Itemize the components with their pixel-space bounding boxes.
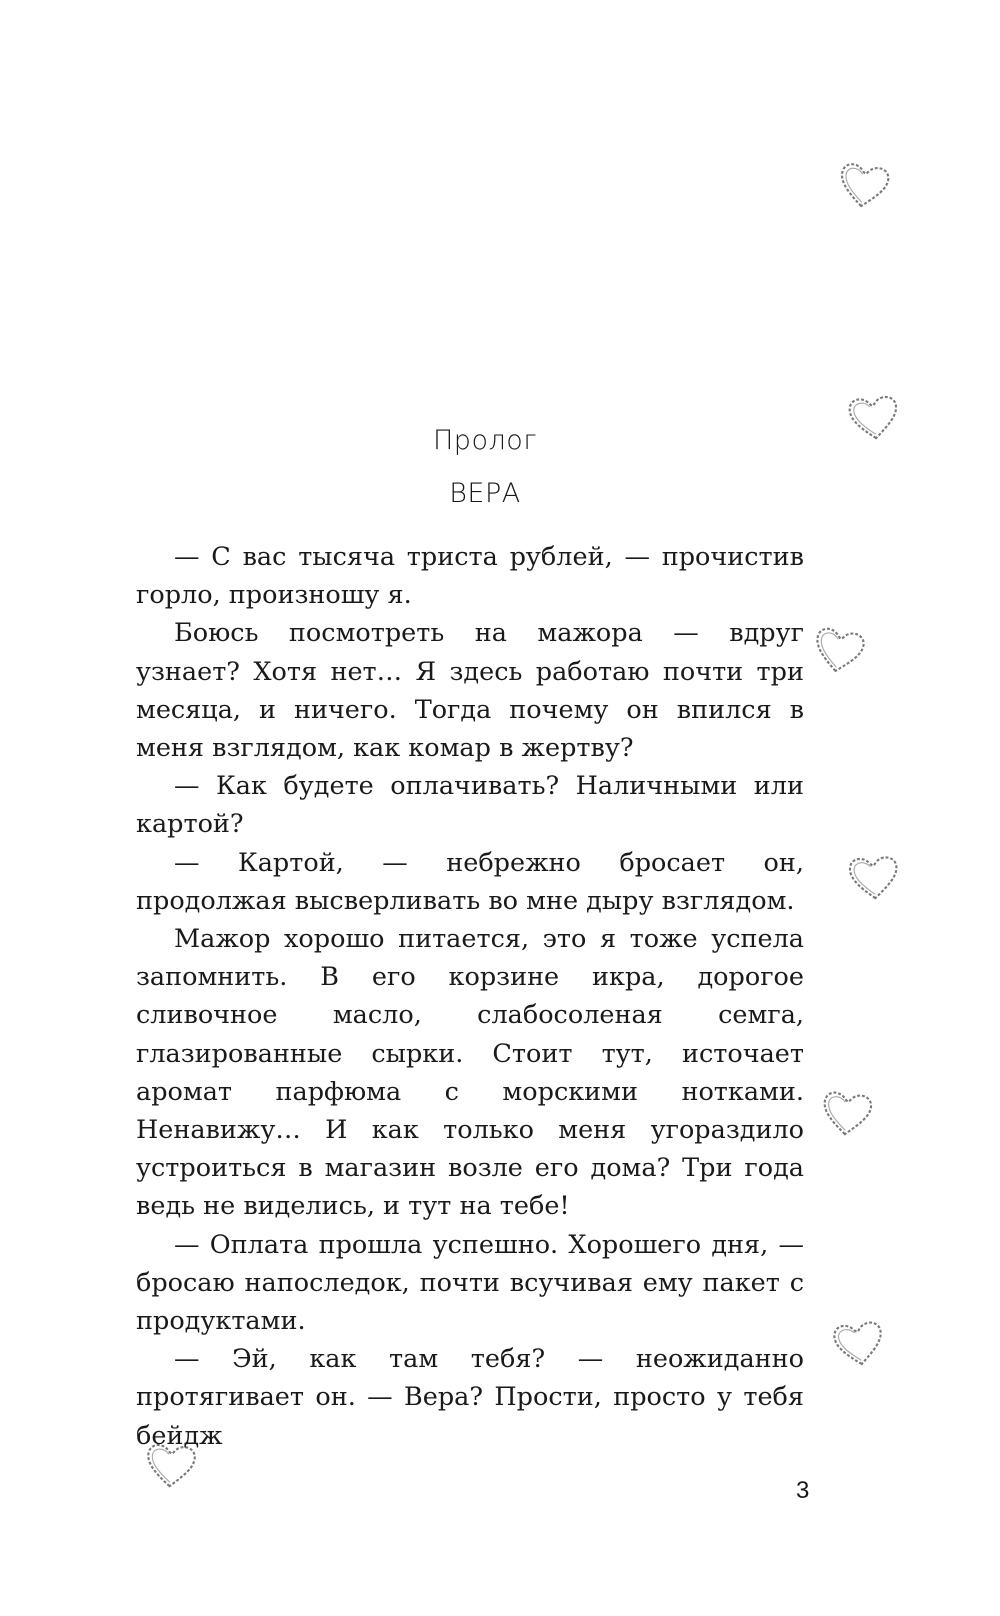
page-number: 3: [796, 1477, 810, 1504]
paragraph: — Эй, как там тебя? — неожиданно протягивает он. — Вера? Прости, просто у тебя бейдж: [136, 1344, 804, 1451]
heart-icon: [843, 850, 904, 906]
heart-icon: [827, 1314, 892, 1374]
paragraph: — Как будете оплачивать? Наличными или картой?: [136, 771, 804, 840]
paragraph: — С вас тысяча триста рублей, — прочистив горло, произношу я.: [136, 542, 804, 611]
heart-icon: [806, 620, 872, 681]
heart-icon: [815, 1085, 878, 1143]
paragraph: — Картой, — небрежно бросает он, продолжая высверливать во мне дыру взглядом.: [136, 847, 804, 916]
paragraph: — Оплата прошла успешно. Хорошего дня, — бросаю напоследок, почти всучивая ему пакет с продуктами.: [136, 1229, 804, 1337]
narrator-heading: ВЕРА: [449, 478, 521, 509]
paragraph: Мажор хорошо питается, это я тоже успела запомнить. В его корзине икра, дорогое сливочное масло, слабосоленая семга, глазированные сырки. Стоит тут, источает аромат парфюма с морскими нотками. Ненавижу… И как только меня угораздило устроиться в магазин возле его дома? Три года ведь не виделись, и тут на тебе!: [136, 924, 804, 1222]
body-text: [136, 538, 804, 1455]
paragraph: Боюсь посмотреть на мажора — вдруг узнает? Хотя нет… Я здесь работаю почти три месяца, и ничего. Тогда почему он впился в меня взглядом, как комар в жертву?: [136, 618, 804, 764]
heart-icon: [832, 156, 897, 216]
chapter-title: Пролог: [433, 425, 537, 456]
